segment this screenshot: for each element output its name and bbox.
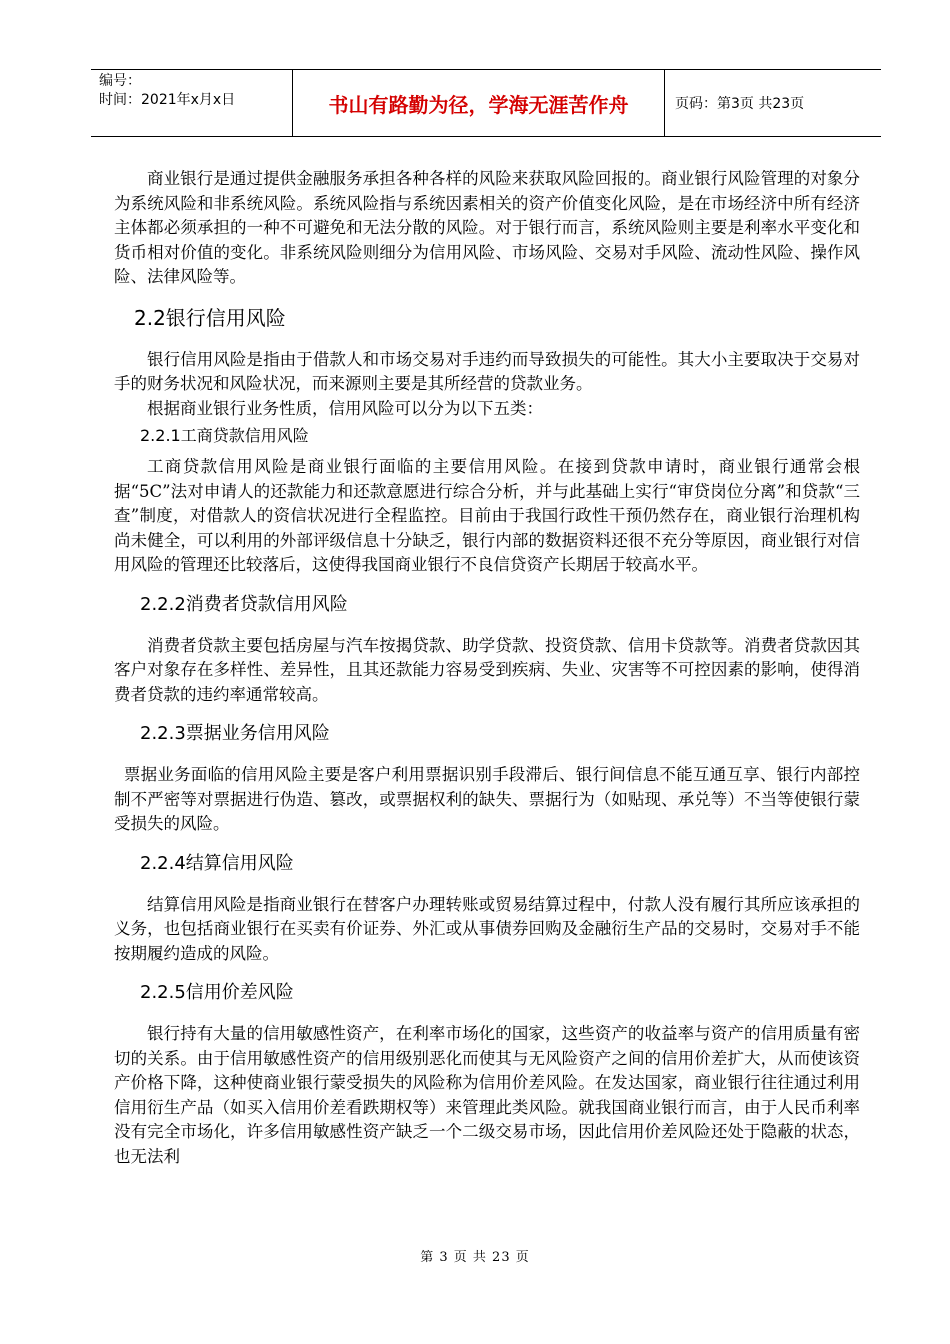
serial-label: 编号： bbox=[99, 73, 141, 89]
section-heading-2-2-4: 2.2.4结算信用风险 bbox=[140, 852, 294, 874]
header-meta bbox=[91, 70, 293, 136]
paragraph: 根据商业银行业务性质，信用风险可以分为以下五类： bbox=[147, 398, 543, 418]
section-heading-2-2-5: 2.2.5信用价差风险 bbox=[140, 982, 294, 1003]
section-heading-2-2: 2.2银行信用风险 bbox=[134, 305, 286, 330]
header-motto: 书山有路勤为径，学海无涯苦作舟 bbox=[293, 70, 665, 136]
page-footer: 第 3 页 共 23 页 bbox=[420, 1250, 530, 1265]
section-heading-2-2-2: 2.2.2消费者贷款信用风险 bbox=[140, 593, 348, 615]
paragraph: 消费者贷款主要包括房屋与汽车按揭贷款、助学贷款、投资贷款、信用卡贷款等。消费者贷款因其客户对象存在多样性、差异性，且其还款能力容易受到疾病、失业、灾害等不可控因素的影响，使得消费者贷款的违约率通常较高。 bbox=[114, 635, 860, 704]
paragraph: 工商贷款信用风险是商业银行面临的主要信用风险。在接到贷款申请时，商业银行通常会根据“5C”法对申请人的还款能力和还款意愿进行综合分析，并与此基础上实行“审贷岗位分离”和贷款“三查”制度，对借款人的资信状况进行全程监控。目前由于我国行政性干预仍然存在，商业银行治理机构尚未健全，可以利用的外部评级信息十分缺乏，银行内部的数据资料还很不充分等原因，商业银行对信用风险的管理还比较落后，这使得我国商业银行不良信贷资产长期居于较高水平。 bbox=[114, 457, 860, 574]
section-heading-2-2-3: 2.2.3票据业务信用风险 bbox=[140, 723, 330, 744]
paragraph: 结算信用风险是指商业银行在替客户办理转账或贸易结算过程中，付款人没有履行其所应该承担的义务，也包括商业银行在买卖有价证券、外汇或从事债券回购及金融衍生产品的交易时，交易对手不能按期履约造成的风险。 bbox=[114, 894, 860, 963]
header-page-label: 页码：第3页 共23页 bbox=[675, 96, 805, 112]
page-header bbox=[91, 69, 881, 137]
paragraph: 银行信用风险是指由于借款人和市场交易对手违约而导致损失的可能性。其大小主要取决于交易对手的财务状况和风险状况，而来源则主要是其所经营的贷款业务。 bbox=[114, 349, 860, 393]
paragraph: 银行持有大量的信用敏感性资产，在利率市场化的国家，这些资产的收益率与资产的信用质量有密切的关系。由于信用敏感性资产的信用级别恶化而使其与无风险资产之间的信用价差扩大，从而使该资产价格下降，这种使商业银行蒙受损失的风险称为信用价差风险。在发达国家，商业银行往往通过利用信用衍生产品（如买入信用价差看跌期权等）来管理此类风险。就我国商业银行而言，由于人民币利率没有完全市场化，许多信用敏感性资产缺乏一个二级交易市场，因此信用价差风险还处于隐蔽的状态，也无法利 bbox=[114, 1024, 860, 1166]
section-heading-2-2-1: 2.2.1工商贷款信用风险 bbox=[140, 426, 309, 445]
time-label: 时间：2021年x月x日 bbox=[99, 92, 236, 108]
paragraph: 商业银行是通过提供金融服务承担各种各样的风险来获取风险回报的。商业银行风险管理的对象分为系统风险和非系统风险。系统风险指与系统因素相关的资产价值变化风险，是在市场经济中所有经济主体都必须承担的一种不可避免和无法分散的风险。对于银行而言，系统风险则主要是利率水平变化和货币相对价值的变化。非系统风险则细分为信用风险、市场风险、交易对手风险、流动性风险、操作风险、法律风险等。 bbox=[114, 169, 860, 286]
document-body bbox=[114, 167, 860, 1169]
paragraph: 票据业务面临的信用风险主要是客户利用票据识别手段滞后、银行间信息不能互通互享、银行内部控制不严密等对票据进行伪造、篡改，或票据权利的缺失、票据行为（如贴现、承兑等）不当等使银行蒙受损失的风险。 bbox=[114, 765, 860, 833]
